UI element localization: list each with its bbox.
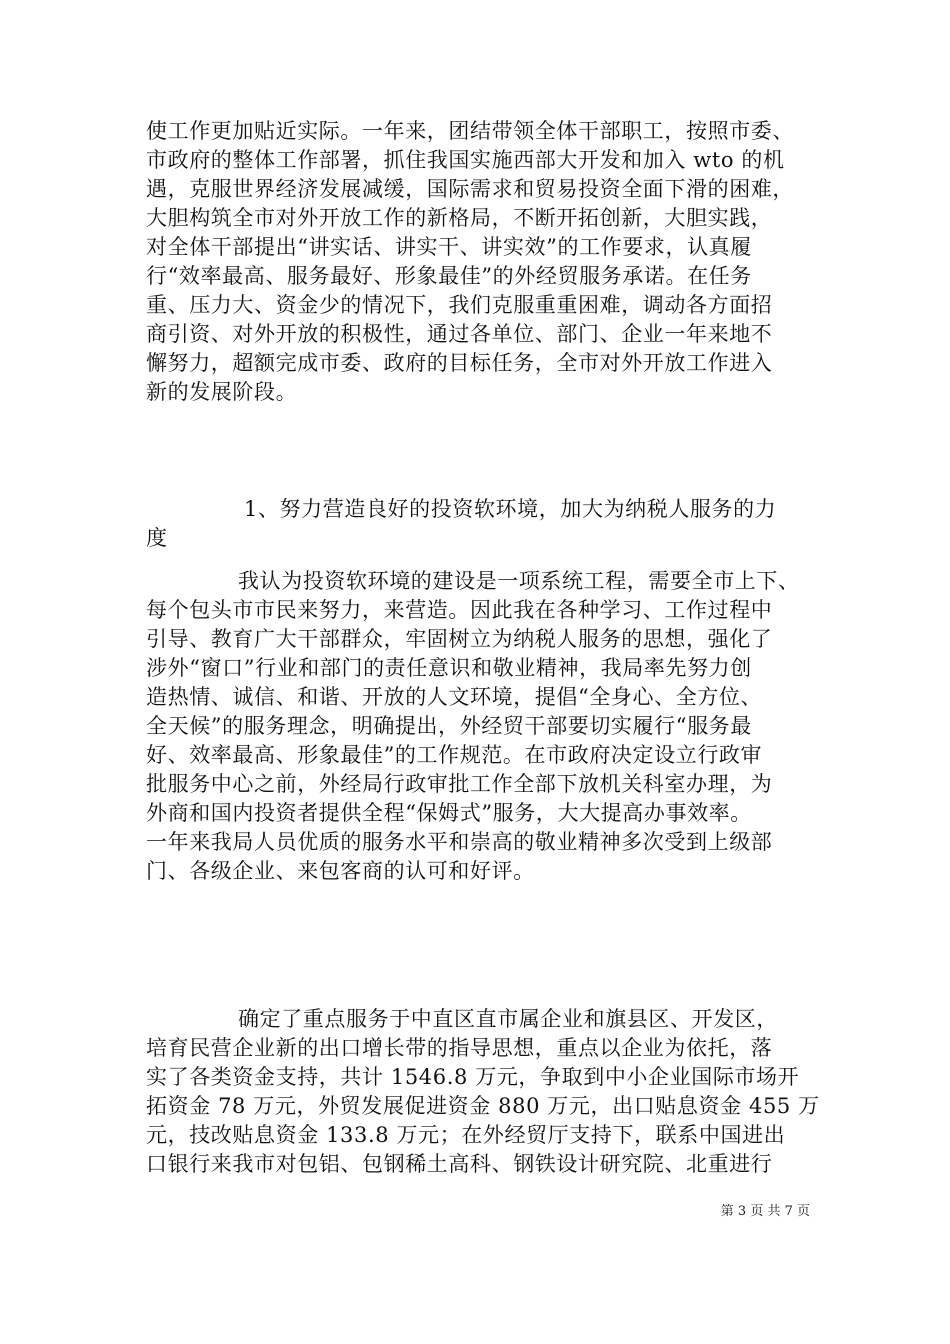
paragraph-line: 造热情、诚信、和谐、开放的人文环境，提倡“全身心、全方位、 (146, 685, 763, 709)
paragraph-line: 外商和国内投资者提供全程“保姆式”服务，大大提高办事效率。 (146, 801, 752, 825)
paragraph-line: 一年来我局人员优质的服务水平和崇高的敬业精神多次受到上级部 (146, 830, 773, 854)
paragraph-line: 我认为投资软环境的建设是一项系统工程，需要全市上下、 (238, 569, 800, 593)
paragraph-line: 对全体干部提出“讲实话、讲实干、讲实效”的工作要求，认真履 (146, 235, 752, 259)
paragraph-3 (146, 1005, 820, 1179)
paragraph-line: 口银行来我市对包铝、包钢稀土高科、钢铁设计研究院、北重进行 (146, 1152, 773, 1176)
paragraph-line: 元，技改贴息资金 133.8 万元；在外经贸厅支持下，联系中国进出 (146, 1123, 786, 1147)
paragraph-line: 懈努力，超额完成市委、政府的目标任务，全市对外开放工作进入 (146, 351, 773, 375)
paragraph-line: 市政府的整体工作部署，抓住我国实施西部大开发和加入 wto 的机 (146, 148, 785, 172)
heading-line: 度 (146, 526, 168, 550)
paragraph-line: 全天候”的服务理念，明确提出，外经贸干部要切实履行“服务最 (146, 714, 752, 738)
paragraph-line: 批服务中心之前，外经局行政审批工作全部下放机关科室办理，为 (146, 772, 773, 796)
paragraph-line: 引导、教育广大干部群众，牢固树立为纳税人服务的思想，强化了 (146, 627, 773, 651)
paragraph-line: 拓资金 78 万元，外贸发展促进资金 880 万元，出口贴息资金 455 万 (146, 1094, 820, 1118)
section-heading-1 (146, 495, 816, 553)
paragraph-line: 重、压力大、资金少的情况下，我们克服重重困难，调动各方面招 (146, 293, 773, 317)
paragraph-line: 好、效率最高、形象最佳”的工作规范。在市政府决定设立行政审 (146, 743, 763, 767)
paragraph-line: 使工作更加贴近实际。一年来，团结带领全体干部职工，按照市委、 (146, 119, 794, 143)
paragraph-line: 行“效率最高、服务最好、形象最佳”的外经贸服务承诺。在任务 (146, 264, 752, 288)
paragraph-line: 大胆构筑全市对外开放工作的新格局，不断开拓创新，大胆实践， (146, 206, 773, 230)
paragraph-line: 遇，克服世界经济发展减缓，国际需求和贸易投资全面下滑的困难， (146, 177, 794, 201)
paragraph-line: 培育民营企业新的出口增长带的指导思想，重点以企业为依托，落 (146, 1036, 773, 1060)
paragraph-line: 门、各级企业、来包客商的认可和好评。 (146, 859, 535, 883)
paragraph-line: 每个包头市市民来努力，来营造。因此我在各种学习、工作过程中 (146, 598, 773, 622)
paragraph-line: 确定了重点服务于中直区直市属企业和旗县区、开发区， (238, 1007, 778, 1031)
paragraph-line: 实了各类资金支持，共计 1546.8 万元，争取到中小企业国际市场开 (146, 1065, 800, 1089)
paragraph-line: 商引资、对外开放的积极性，通过各单位、部门、企业一年来地不 (146, 322, 773, 346)
heading-line: 1、努力营造良好的投资软环境，加大为纳税人服务的力 (244, 497, 777, 521)
paragraph-1 (146, 117, 816, 407)
page-number: 第 3 页 共 7 页 (720, 1204, 810, 1219)
paragraph-2 (146, 567, 816, 886)
paragraph-line: 涉外“窗口”行业和部门的责任意识和敬业精神，我局率先努力创 (146, 656, 752, 680)
paragraph-line: 新的发展阶段。 (146, 380, 298, 404)
